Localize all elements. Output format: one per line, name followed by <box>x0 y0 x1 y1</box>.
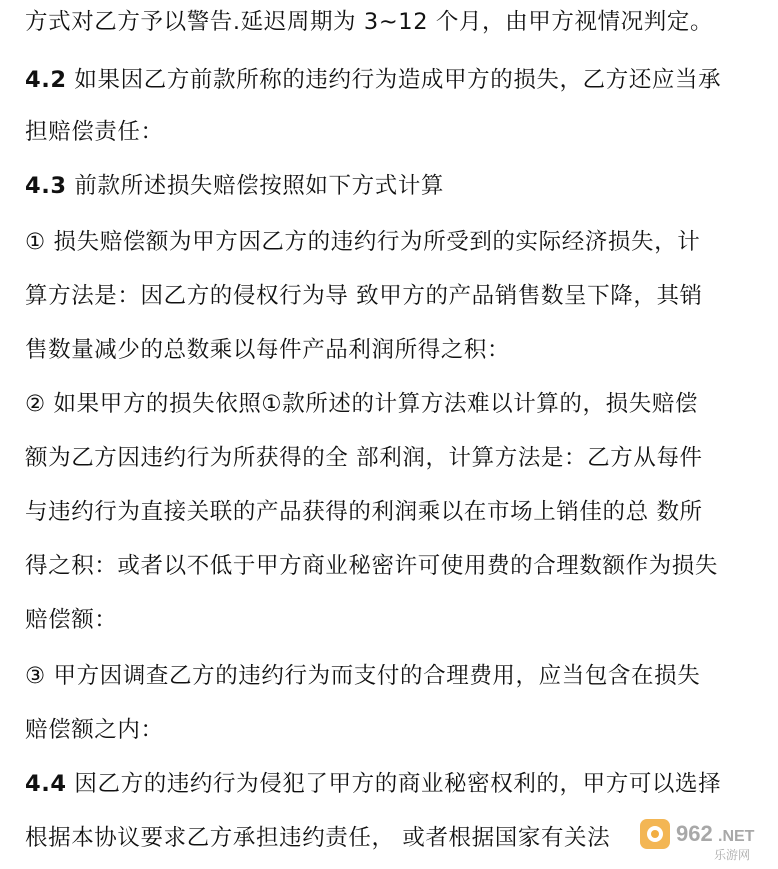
line-text: 如果因乙方前款所称的违约行为造成甲方的损失，乙方还应当承 <box>66 67 722 93</box>
svg-text:962: 962 <box>676 821 713 846</box>
section-number: 4.4 <box>25 771 67 797</box>
line-text: 赔偿额： <box>25 607 118 633</box>
line-text: 根据本协议要求乙方承担违约责任， 或者根据国家有关法 <box>25 825 611 851</box>
svg-text:乐游网: 乐游网 <box>714 848 751 862</box>
line-text: 与违约行为直接关联的产品获得的利润乘以在市场上销佳的总 数所 <box>25 499 703 525</box>
text-line <box>25 552 718 580</box>
text-line <box>25 8 713 36</box>
line-text: 前款所述损失赔偿按照如下方式计算 <box>66 173 445 199</box>
text-line <box>25 606 117 634</box>
text-line <box>25 66 721 94</box>
line-text: 赔偿额之内： <box>25 717 164 743</box>
section-number: 4.3 <box>25 173 67 199</box>
site-watermark-logo <box>640 817 772 863</box>
text-line <box>25 444 703 472</box>
text-line <box>25 662 700 690</box>
text-line <box>25 172 444 200</box>
text-line <box>25 282 703 310</box>
text-line <box>25 824 610 852</box>
text-line <box>25 498 703 526</box>
section-number: 4.2 <box>25 67 67 93</box>
line-text: 算方法是：因乙方的侵权行为导 致甲方的产品销售数呈下降，其销 <box>25 283 703 309</box>
line-text: 额为乙方因违约行为所获得的全 部利润，计算方法是：乙方从每件 <box>25 445 703 471</box>
text-line <box>25 770 721 798</box>
line-text: ② 如果甲方的损失依照①款所述的计算方法难以计算的，损失赔偿 <box>25 391 698 417</box>
line-text: 售数量减少的总数乘以每件产品利润所得之积： <box>25 337 511 363</box>
line-text: 方式对乙方予以警告.延迟周期为 3~12 个月，由甲方视情况判定。 <box>25 9 714 35</box>
line-text: 因乙方的违约行为侵犯了甲方的商业秘密权利的，甲方可以选择 <box>66 771 722 797</box>
line-text: 担赔偿责任： <box>25 119 164 145</box>
line-text: 得之积：或者以不低于甲方商业秘密许可使用费的合理数额作为损失 <box>25 553 719 579</box>
line-text: ③ 甲方因调查乙方的违约行为而支付的合理费用，应当包含在损失 <box>25 663 701 689</box>
text-line <box>25 390 698 418</box>
text-line <box>25 336 510 364</box>
svg-text:.NET: .NET <box>718 828 755 845</box>
text-line <box>25 716 164 744</box>
text-line <box>25 228 700 256</box>
line-text: ① 损失赔偿额为甲方因乙方的违约行为所受到的实际经济损失，计 <box>25 229 701 255</box>
text-line <box>25 118 164 146</box>
